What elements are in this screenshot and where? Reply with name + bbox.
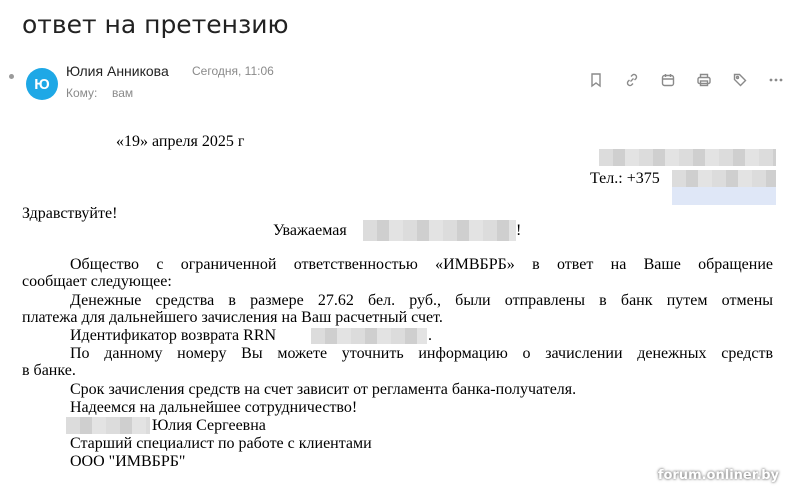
redacted-email bbox=[672, 187, 776, 205]
redacted-phone bbox=[672, 170, 776, 187]
unread-dot-icon bbox=[9, 74, 14, 79]
redacted-address bbox=[599, 149, 776, 166]
paragraph-4-line-1: По данному номеру Вы можете уточнить информацию о зачислении денежных средств bbox=[70, 345, 773, 362]
recipient-label: Кому: bbox=[66, 86, 98, 100]
watermark: forum.onliner.by bbox=[657, 468, 779, 483]
email-subject: ответ на претензию bbox=[22, 10, 289, 39]
paragraph-1-line-1: Общество с ограниченной ответственностью «ИМВБРБ» в ответ на Ваше обращение bbox=[70, 256, 773, 273]
link-icon[interactable] bbox=[620, 69, 644, 91]
paragraph-3-end: . bbox=[428, 327, 432, 344]
avatar[interactable]: Ю bbox=[26, 68, 58, 100]
letter-exclamation: ! bbox=[516, 222, 522, 239]
paragraph-6: Надеемся на дальнейшее сотрудничество! bbox=[70, 399, 358, 416]
more-icon[interactable] bbox=[764, 69, 788, 91]
signature-title: Старший специалист по работе с клиентами bbox=[70, 435, 372, 452]
calendar-icon[interactable] bbox=[656, 69, 680, 91]
paragraph-1-line-2: сообщает следующее: bbox=[22, 273, 172, 290]
paragraph-3: Идентификатор возврата RRN bbox=[70, 327, 277, 344]
redacted-rrn bbox=[311, 328, 427, 344]
redacted-recipient-name bbox=[363, 220, 516, 241]
signature-company: ООО "ИМВБРБ" bbox=[70, 453, 186, 470]
paragraph-5: Срок зачисления средств на счет зависит от регламента банка-получателя. bbox=[70, 381, 577, 398]
tag-icon[interactable] bbox=[728, 69, 752, 91]
sender-name[interactable]: Юлия Анникова bbox=[66, 63, 169, 79]
letter-salutation: Уважаемая bbox=[273, 222, 347, 239]
paragraph-2-line-1: Денежные средства в размере 27.62 бел. руб., были отправлены в банк путем отмены bbox=[70, 292, 773, 309]
letter-greeting: Здравствуйте! bbox=[22, 205, 118, 222]
letter-date: «19» апреля 2025 г bbox=[116, 133, 245, 150]
print-icon[interactable] bbox=[692, 69, 716, 91]
bookmark-icon[interactable] bbox=[584, 69, 608, 91]
email-toolbar bbox=[584, 69, 788, 91]
paragraph-4-line-2: в банке. bbox=[22, 362, 76, 379]
email-time: Сегодня, 11:06 bbox=[192, 64, 274, 78]
paragraph-2-line-2: платежа для дальнейшего зачисления на Ваш расчетный счет. bbox=[22, 309, 443, 326]
signature-name: Юлия Сергеевна bbox=[152, 417, 266, 434]
letter-phone: Тел.: +375 bbox=[590, 170, 660, 187]
recipient-value[interactable]: вам bbox=[112, 86, 134, 100]
redacted-surname bbox=[66, 417, 150, 434]
